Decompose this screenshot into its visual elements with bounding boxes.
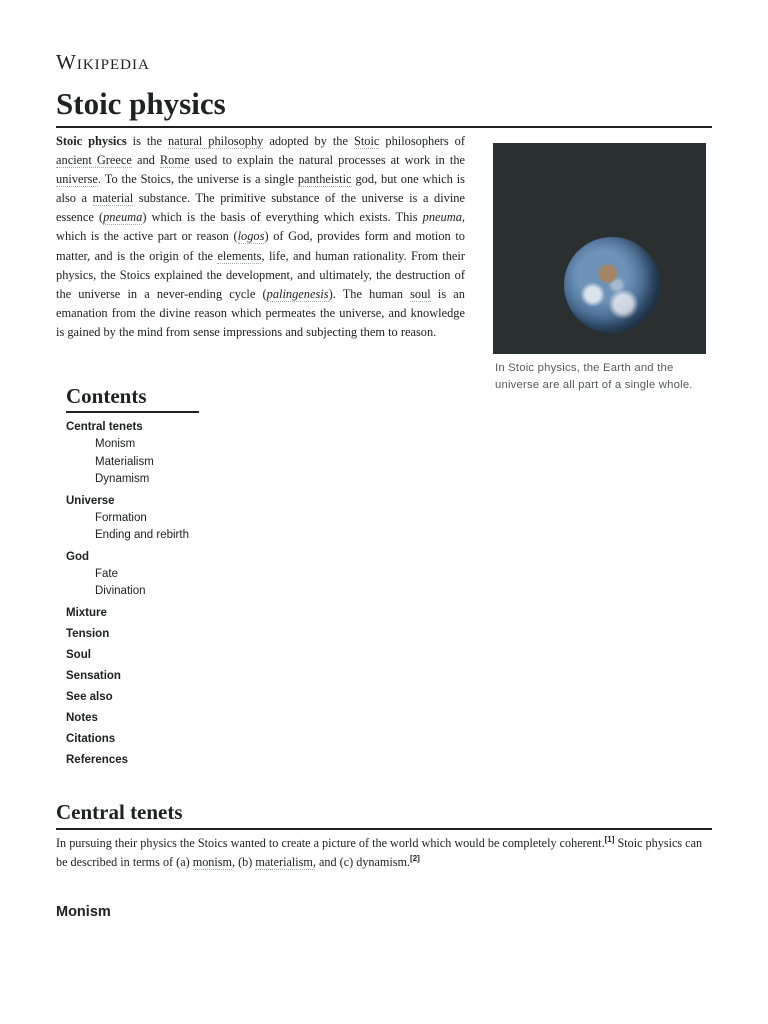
lead-italic-pneuma: pneuma: [422, 210, 462, 225]
lead-text: god, but one which is also a: [56, 172, 465, 206]
citation-1[interactable]: [605, 835, 615, 844]
link-palingenesis[interactable]: [267, 287, 329, 302]
toc-subitem-dynamism[interactable]: Dynamism: [95, 473, 150, 485]
lead-text: is an emanation from the divine reason which permeates the universe, and knowledge is gained by the mind from sense impressions and subjecting them to reason.: [56, 286, 466, 339]
link-material[interactable]: material: [92, 191, 134, 206]
lead-text: ) of God, provides form and motion to matter, and is the origin of the: [56, 229, 466, 263]
page-title: Stoic physics: [56, 86, 226, 121]
link-pantheistic[interactable]: pantheistic: [297, 172, 352, 187]
section-divider: [56, 828, 712, 830]
table-of-contents: [66, 382, 266, 769]
link-soul[interactable]: soul: [410, 286, 431, 301]
toc-link[interactable]: Universe: [66, 494, 115, 507]
earth-photo[interactable]: [493, 143, 706, 354]
toc-link[interactable]: God: [66, 550, 89, 563]
figure-caption: In Stoic physics, the Earth and the universe are all part of a single whole.: [495, 362, 693, 391]
toc-item-see-also[interactable]: See also: [66, 690, 113, 703]
earth-globe-image: [564, 237, 660, 333]
toc-item-mixture[interactable]: Mixture: [66, 606, 107, 619]
section-text: .: [407, 855, 411, 869]
lead-text: philosophers of: [379, 134, 465, 148]
toc-subitem-divination[interactable]: Divination: [95, 585, 146, 597]
link-universe[interactable]: universe: [56, 172, 98, 187]
toc-item-references[interactable]: References: [66, 753, 129, 766]
toc-link[interactable]: Central tenets: [66, 421, 143, 433]
toc-item-universe: [66, 493, 266, 545]
toc-subitem-ending-and-rebirth[interactable]: Ending and rebirth: [95, 529, 189, 541]
toc-item-central-tenets: [66, 419, 266, 489]
toc-list: [66, 419, 266, 769]
link-pneuma-text: pneuma: [103, 210, 143, 225]
lead-text: , which is the active part or reason (: [56, 210, 465, 244]
toc-subitem-monism[interactable]: Monism: [95, 438, 136, 450]
link-rome[interactable]: Rome: [159, 153, 190, 168]
link-logos[interactable]: [238, 229, 265, 244]
link-logos-text: logos: [237, 229, 265, 244]
lead-bold-term: Stoic physics: [56, 134, 127, 148]
toc-item-tension[interactable]: Tension: [66, 627, 110, 640]
toc-sublist: [66, 510, 266, 545]
lead-text: substance. The primitive substance of the universe is a divine essence (: [56, 191, 465, 225]
lead-text: , life, and human rationality. From their physics, the Stoics explained the development, and ultimately, the destruction of the universe in a never-ending cycle (: [56, 248, 466, 301]
section-heading-central-tenets: Central tenets: [56, 800, 183, 824]
lead-text: is the: [126, 134, 168, 148]
toc-divider: [66, 411, 199, 413]
link-palingenesis-text: palingenesis: [266, 286, 329, 301]
link-pneuma[interactable]: [103, 210, 142, 225]
toc-subitem-materialism[interactable]: Materialism: [95, 455, 154, 468]
lead-text: ). The human: [328, 286, 411, 301]
infobox-figure: [493, 143, 707, 393]
lead-text: ) which is the basis of everything which exists. This: [142, 210, 423, 225]
link-monism[interactable]: monism: [192, 855, 232, 869]
dynamism-term: dynamism: [356, 855, 407, 869]
toc-item-citations[interactable]: Citations: [66, 732, 116, 745]
toc-subitem-formation[interactable]: Formation: [95, 511, 147, 524]
toc-item-notes[interactable]: Notes: [66, 711, 98, 724]
toc-item-soul[interactable]: Soul: [66, 648, 91, 661]
toc-sublist: [66, 566, 266, 601]
section-paragraph: [56, 834, 712, 872]
title-divider: [56, 126, 712, 128]
toc-item-god: [66, 549, 266, 601]
toc-item-sensation[interactable]: Sensation: [66, 669, 121, 682]
section-text: Stoic physics can be described in terms of (a): [56, 836, 703, 869]
toc-sublist: [66, 436, 266, 489]
toc-title: Contents: [66, 384, 147, 408]
lead-text: used to explain the natural processes at work in the: [189, 153, 466, 168]
lead-text: . To the Stoics, the universe is a single: [97, 172, 298, 187]
lead-text: and: [131, 153, 160, 168]
link-natural-philosophy[interactable]: natural philosophy: [167, 134, 264, 148]
citation-2[interactable]: [410, 854, 420, 863]
subsection-heading-monism: Monism: [56, 904, 111, 920]
link-materialism[interactable]: materialism: [255, 855, 313, 869]
citation-1-label: [1]: [604, 834, 615, 844]
section-text: In pursuing their physics the Stoics wanted to create a picture of the world which would be completely coherent.: [56, 836, 605, 850]
citation-2-label: [2]: [410, 853, 420, 863]
lead-text: adopted by the: [263, 134, 354, 148]
link-ancient-greece[interactable]: ancient Greece: [56, 153, 132, 168]
lead-paragraph: [56, 132, 465, 342]
toc-subitem-fate[interactable]: Fate: [95, 567, 119, 580]
link-stoic[interactable]: Stoic: [353, 134, 380, 148]
wikipedia-wordmark[interactable]: Wikipedia: [56, 50, 150, 74]
section-text: , (b): [232, 855, 256, 869]
section-text: , and (c): [312, 855, 357, 869]
link-elements[interactable]: elements: [217, 248, 262, 263]
